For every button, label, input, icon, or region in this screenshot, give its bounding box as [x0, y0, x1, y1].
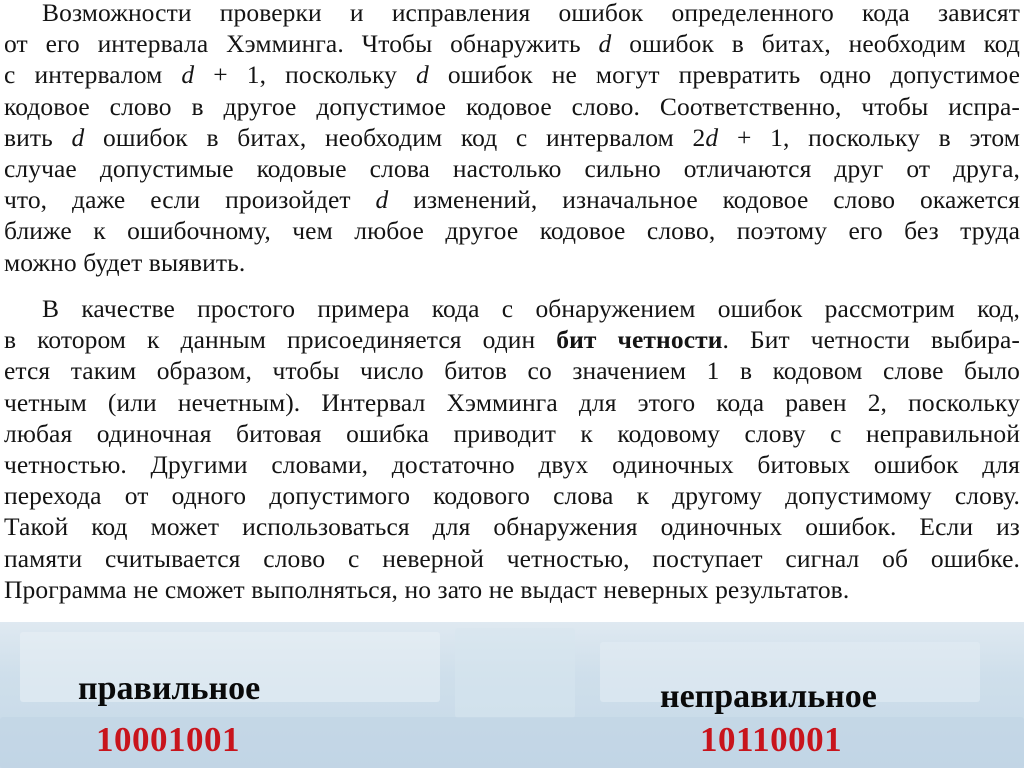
parity-bit-term: бит четности: [556, 325, 723, 355]
text-line: любая одиночная битовая ошибка приводит к кодовому слову с неправильной: [4, 418, 1020, 448]
incorrect-label: неправильное: [660, 678, 877, 715]
variable-d: d: [598, 29, 612, 59]
text-line: Программа не сможет выполняться, но зато не выдаст неверных результатов.: [4, 574, 850, 604]
text-line: [4, 122, 1020, 153]
paragraph-parity-bit: [4, 293, 1020, 605]
text-span: от его интервала Хэмминга. Чтобы обнаружить: [4, 29, 599, 59]
text-line: Возможности проверки и исправления ошибок определенного кода зависят: [42, 0, 1020, 27]
variable-d: d: [71, 122, 85, 152]
text-span: что, даже если произойдет: [4, 185, 376, 215]
text-line: [4, 184, 1020, 215]
text-line: четностью. Другими словами, достаточно двух одиночных битовых ошибок для: [4, 450, 1020, 480]
variable-d: d: [416, 60, 429, 90]
text-span: + 1, поскольку: [194, 60, 417, 90]
text-line: [4, 59, 1020, 90]
text-line: [4, 28, 1020, 59]
text-span: ошибок не могут превратить одно допустимое: [428, 60, 1020, 90]
correct-label: правильное: [78, 670, 261, 707]
example-panel: [0, 622, 1024, 768]
text-span: . Бит четности выбира-: [722, 325, 1020, 355]
text-line: перехода от одного допустимого кодового слова к другому допустимому слову.: [4, 481, 1020, 511]
text-span: в котором к данным присоединяется один: [4, 325, 557, 355]
incorrect-codeword: 10110001: [700, 720, 843, 759]
variable-d: d: [181, 60, 195, 90]
text-span: с интервалом: [4, 60, 182, 90]
text-line: кодовое слово в другое допустимое кодовое слово. Соответственно, чтобы испра-: [4, 91, 1020, 121]
variable-d: d: [705, 122, 719, 152]
text-line: В качестве простого примера кода с обнаружением ошибок рассмотрим код,: [42, 294, 1020, 323]
text-span: + 1, поскольку в этом: [718, 122, 1020, 152]
correct-codeword: 10001001: [96, 720, 240, 759]
variable-d: d: [375, 185, 389, 215]
text-span: ошибок в битах, необходим код: [611, 29, 1020, 59]
text-line: четным (или нечетным). Интервал Хэмминга для этого кода равен 2, поскольку: [4, 387, 1020, 417]
text-line: памяти считывается слово с неверной четностью, поступает сигнал об ошибке.: [4, 543, 1020, 573]
text-line: ется таким образом, чтобы число битов со значением 1 в кодовом слове было: [4, 356, 1020, 386]
text-line: случае допустимые кодовые слова настолько сильно отличаются друг от друга,: [4, 154, 1020, 184]
paragraph-hamming-distance: [4, 0, 1020, 278]
text-line: ближе к ошибочному, чем любое другое кодовое слово, поэтому его без труда: [4, 216, 1020, 246]
text-span: ошибок в битах, необходим код с интервалом 2: [84, 122, 706, 152]
text-line: Такой код может использоваться для обнаружения одиночных ошибок. Если из: [4, 512, 1020, 542]
text-span: вить: [4, 122, 72, 152]
background-shade: [455, 628, 575, 718]
text-span: изменений, изначальное кодовое слово окажется: [388, 185, 1021, 215]
text-line: [4, 324, 1020, 355]
text-line: можно будет выявить.: [4, 247, 246, 277]
